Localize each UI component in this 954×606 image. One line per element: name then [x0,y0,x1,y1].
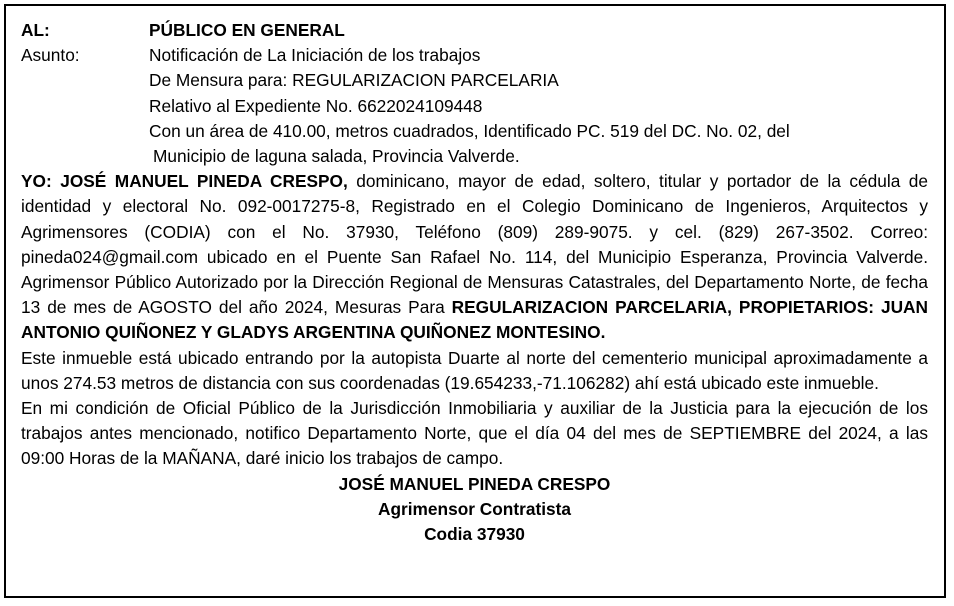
to-row [21,18,928,43]
paragraph-location: Este inmueble está ubicado entrando por la autopista Duarte al norte del cementerio municipal aproximadamente a unos 274.53 metros de distancia con sus coordenadas (19.654233,-71.106282) ahí está ubicado este inmueble. [21,347,928,393]
subject-line-1: Notificación de La Iniciación de los trabajos [149,45,481,66]
signature-name: JOSÉ MANUEL PINEDA CRESPO [338,473,611,494]
signature-title: Agrimensor Contratista [377,498,571,519]
subject-area-cont: Municipio de laguna salada, Provincia Valverde. [153,146,520,167]
legal-notice [4,4,946,598]
signature-codia: Codia 37930 [424,524,525,545]
identity-text: dominicano, mayor de edad, soltero, titular y portador de la cédula de identidad y electoral No. 092-0017275-8, Registrado en el Colegio Dominicano de Ingenieros, Arquitectos y Agrimensores (CODIA) con el No. 37930, Teléfono (809) 289-9075. y cel. (829) 267-3502. Correo: pineda024@gmail.com ubicado en el Puente San Rafael No. 114, del Municipio Esperanza, Provincia Valverde. Agrimensor Público Autorizado por la Dirección Regional de Mensuras Catastrales, del Departamento Norte, de fecha 13 de mes de AGOSTO del año 2024, Mesuras Para [21,171,929,318]
subject-value [149,43,928,169]
to-label: AL: [21,20,50,40]
subject-area: Con un área de 410.00, metros cuadrados, Identificado PC. 519 del DC. No. 02, del [149,120,790,141]
subject-line-3: Relativo al Expediente No. 6622024109448 [149,95,483,116]
owners-text: REGULARIZACION PARCELARIA, PROPIETARIOS: JUAN ANTONIO QUIÑONEZ Y GLADYS ARGENTINA QUIÑONEZ MONTESINO. [21,297,929,343]
paragraph-identity [21,169,928,345]
subject-line-2: De Mensura para: REGULARIZACION PARCELARIA [149,70,559,91]
to-value: PÚBLICO EN GENERAL [149,20,345,40]
subject-label: Asunto: [21,45,80,66]
paragraph-notification: En mi condición de Oficial Público de la Jurisdicción Inmobiliaria y auxiliar de la Justicia para la ejecución de los trabajos antes mencionado, notifico Departamento Norte, que el día 04 del mes de SEPTIEMBRE del 2024, a las 09:00 Horas de la MAÑANA, daré inicio los trabajos de campo. [21,398,928,469]
signature-block [21,472,928,548]
surveyor-name-intro: YO: JOSÉ MANUEL PINEDA CRESPO, [21,171,348,192]
subject-row [21,43,928,169]
